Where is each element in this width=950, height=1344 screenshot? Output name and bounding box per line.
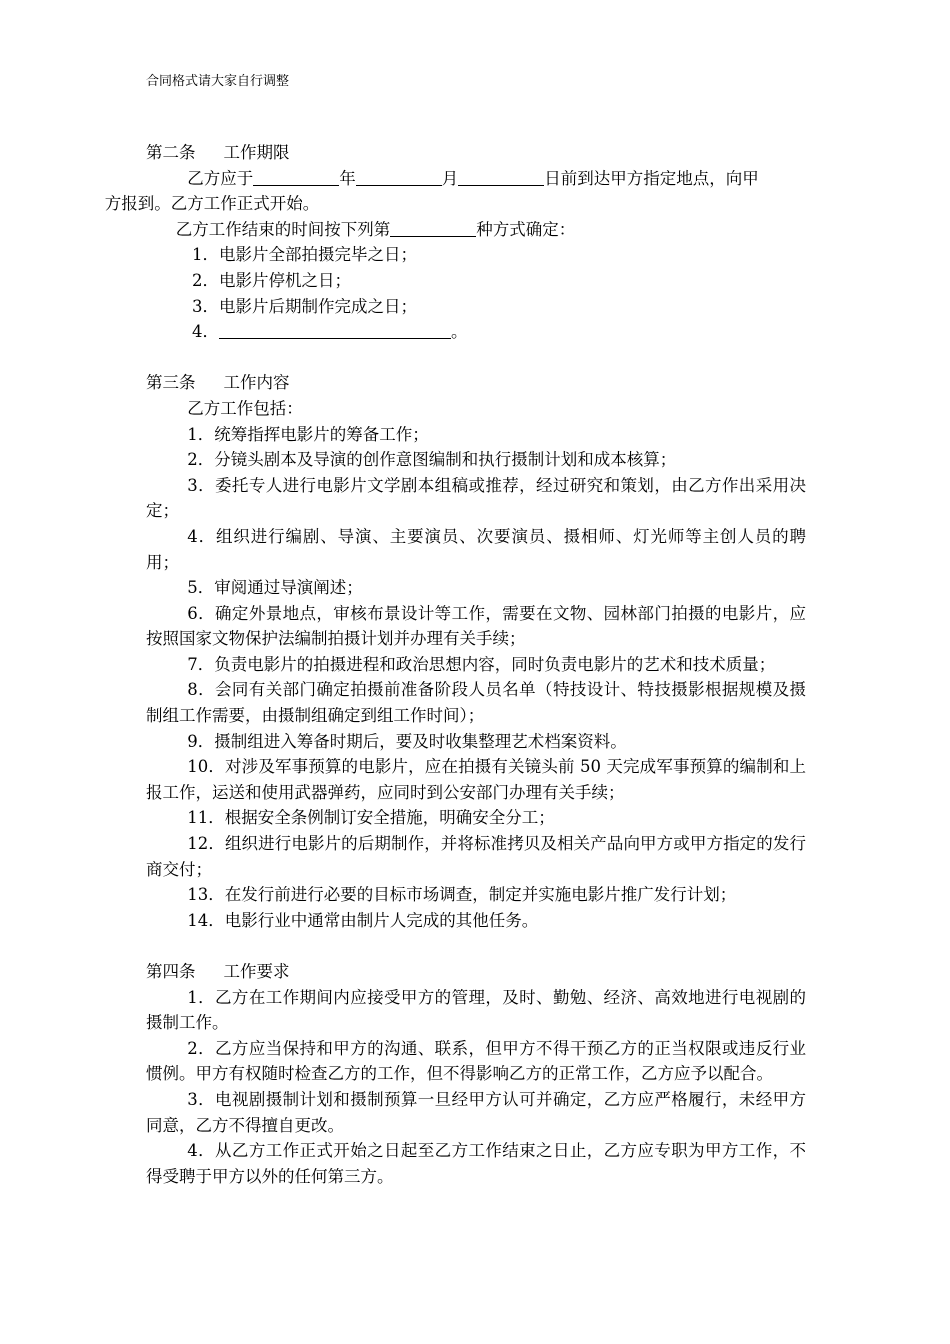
section-number: 第三条	[146, 373, 196, 393]
section-number: 第二条	[146, 143, 196, 162]
month-blank	[356, 167, 442, 185]
work-item: 4．组织进行编剧、导演、主要演员、次要演员、摄相师、灯光师等主创人员的聘用；	[146, 526, 806, 572]
section-title: 工作期限	[223, 143, 290, 162]
work-item: 7．负责电影片的拍摄进程和政治思想内容，同时负责电影片的艺术和技术质量；	[187, 654, 776, 674]
work-intro: 乙方工作包括：	[187, 398, 303, 418]
work-item: 5．审阅通过导演阐述；	[187, 578, 363, 598]
requirement-item: 2．乙方应当保持和甲方的沟通、联系，但甲方不得干预乙方的正当权限或违反行业惯例。甲方有权随时检查乙方的工作，但不得影响乙方的正常工作，乙方应予以配合。	[146, 1038, 806, 1084]
end-option: 2．电影片停机之日；	[192, 270, 351, 290]
section-heading-4	[146, 959, 806, 985]
work-item: 3．委托专人进行电影片文学剧本组稿或推荐，经过研究和策划，由乙方作出采用决定；	[146, 475, 806, 521]
year-blank	[253, 167, 339, 185]
work-item: 2．分镜头剧本及导演的创作意图编制和执行摄制计划和成本核算；	[187, 450, 677, 470]
section-number: 第四条	[146, 962, 196, 981]
requirement-item: 1．乙方在工作期间内应接受甲方的管理，及时、勤勉、经济、高效地进行电视剧的摄制工作。	[146, 987, 806, 1033]
section-heading-3	[146, 370, 806, 396]
custom-option-blank	[219, 321, 451, 339]
method-number-blank	[390, 218, 476, 236]
work-item: 6．确定外景地点，审核布景设计等工作，需要在文物、园林部门拍摄的电影片，应按照国家文物保护法编制拍摄计划并办理有关手续；	[146, 603, 806, 649]
work-item: 13．在发行前进行必要的目标市场调查，制定并实施电影片推广发行计划；	[187, 885, 737, 905]
requirement-item: 3．电视剧摄制计划和摄制预算一旦经甲方认可并确定，乙方应严格履行，未经甲方同意，乙方不得擅自更改。	[146, 1089, 806, 1135]
end-option-4: 4． 。	[192, 322, 468, 342]
section-title: 工作要求	[223, 962, 290, 981]
end-option: 3．电影片后期制作完成之日；	[192, 296, 417, 316]
section-heading-2	[146, 140, 806, 166]
end-method-paragraph: 乙方工作结束的时间按下列第 种方式确定：	[175, 219, 576, 239]
section-title: 工作内容	[223, 373, 290, 393]
report-date-paragraph: 乙方应于 年 月 日前到达甲方指定地点，向甲 方报到。乙方工作正式开始。	[104, 168, 759, 214]
contract-body	[104, 140, 806, 1189]
work-item: 10．对涉及军事预算的电影片，应在拍摄有关镜头前 50 天完成军事预算的编制和上报工作，运送和使用武器弹药，应同时到公安部门办理有关手续；	[146, 757, 806, 802]
end-option: 1．电影片全部拍摄完毕之日；	[192, 245, 417, 265]
work-item: 14．电影行业中通常由制片人完成的其他任务。	[187, 910, 539, 930]
requirement-item: 4．从乙方工作正式开始之日起至乙方工作结束之日止，乙方应专职为甲方工作，不得受聘于甲方以外的任何第三方。	[146, 1141, 806, 1186]
work-item: 8．会同有关部门确定拍摄前准备阶段人员名单（特技设计、特技摄影根据规模及摄制组工作需要，由摄制组确定到组工作时间）；	[146, 680, 806, 726]
work-item: 12．组织进行电影片的后期制作，并将标准拷贝及相关产品向甲方或甲方指定的发行商交付；	[146, 834, 806, 879]
work-item: 9．摄制组进入筹备时期后，要及时收集整理艺术档案资料。	[187, 731, 627, 751]
page-header: 合同格式请大家自行调整	[146, 74, 290, 89]
work-item: 11．根据安全条例制订安全措施，明确安全分工；	[187, 808, 555, 828]
day-blank	[458, 167, 544, 185]
work-item: 1．统筹指挥电影片的筹备工作；	[187, 424, 429, 444]
